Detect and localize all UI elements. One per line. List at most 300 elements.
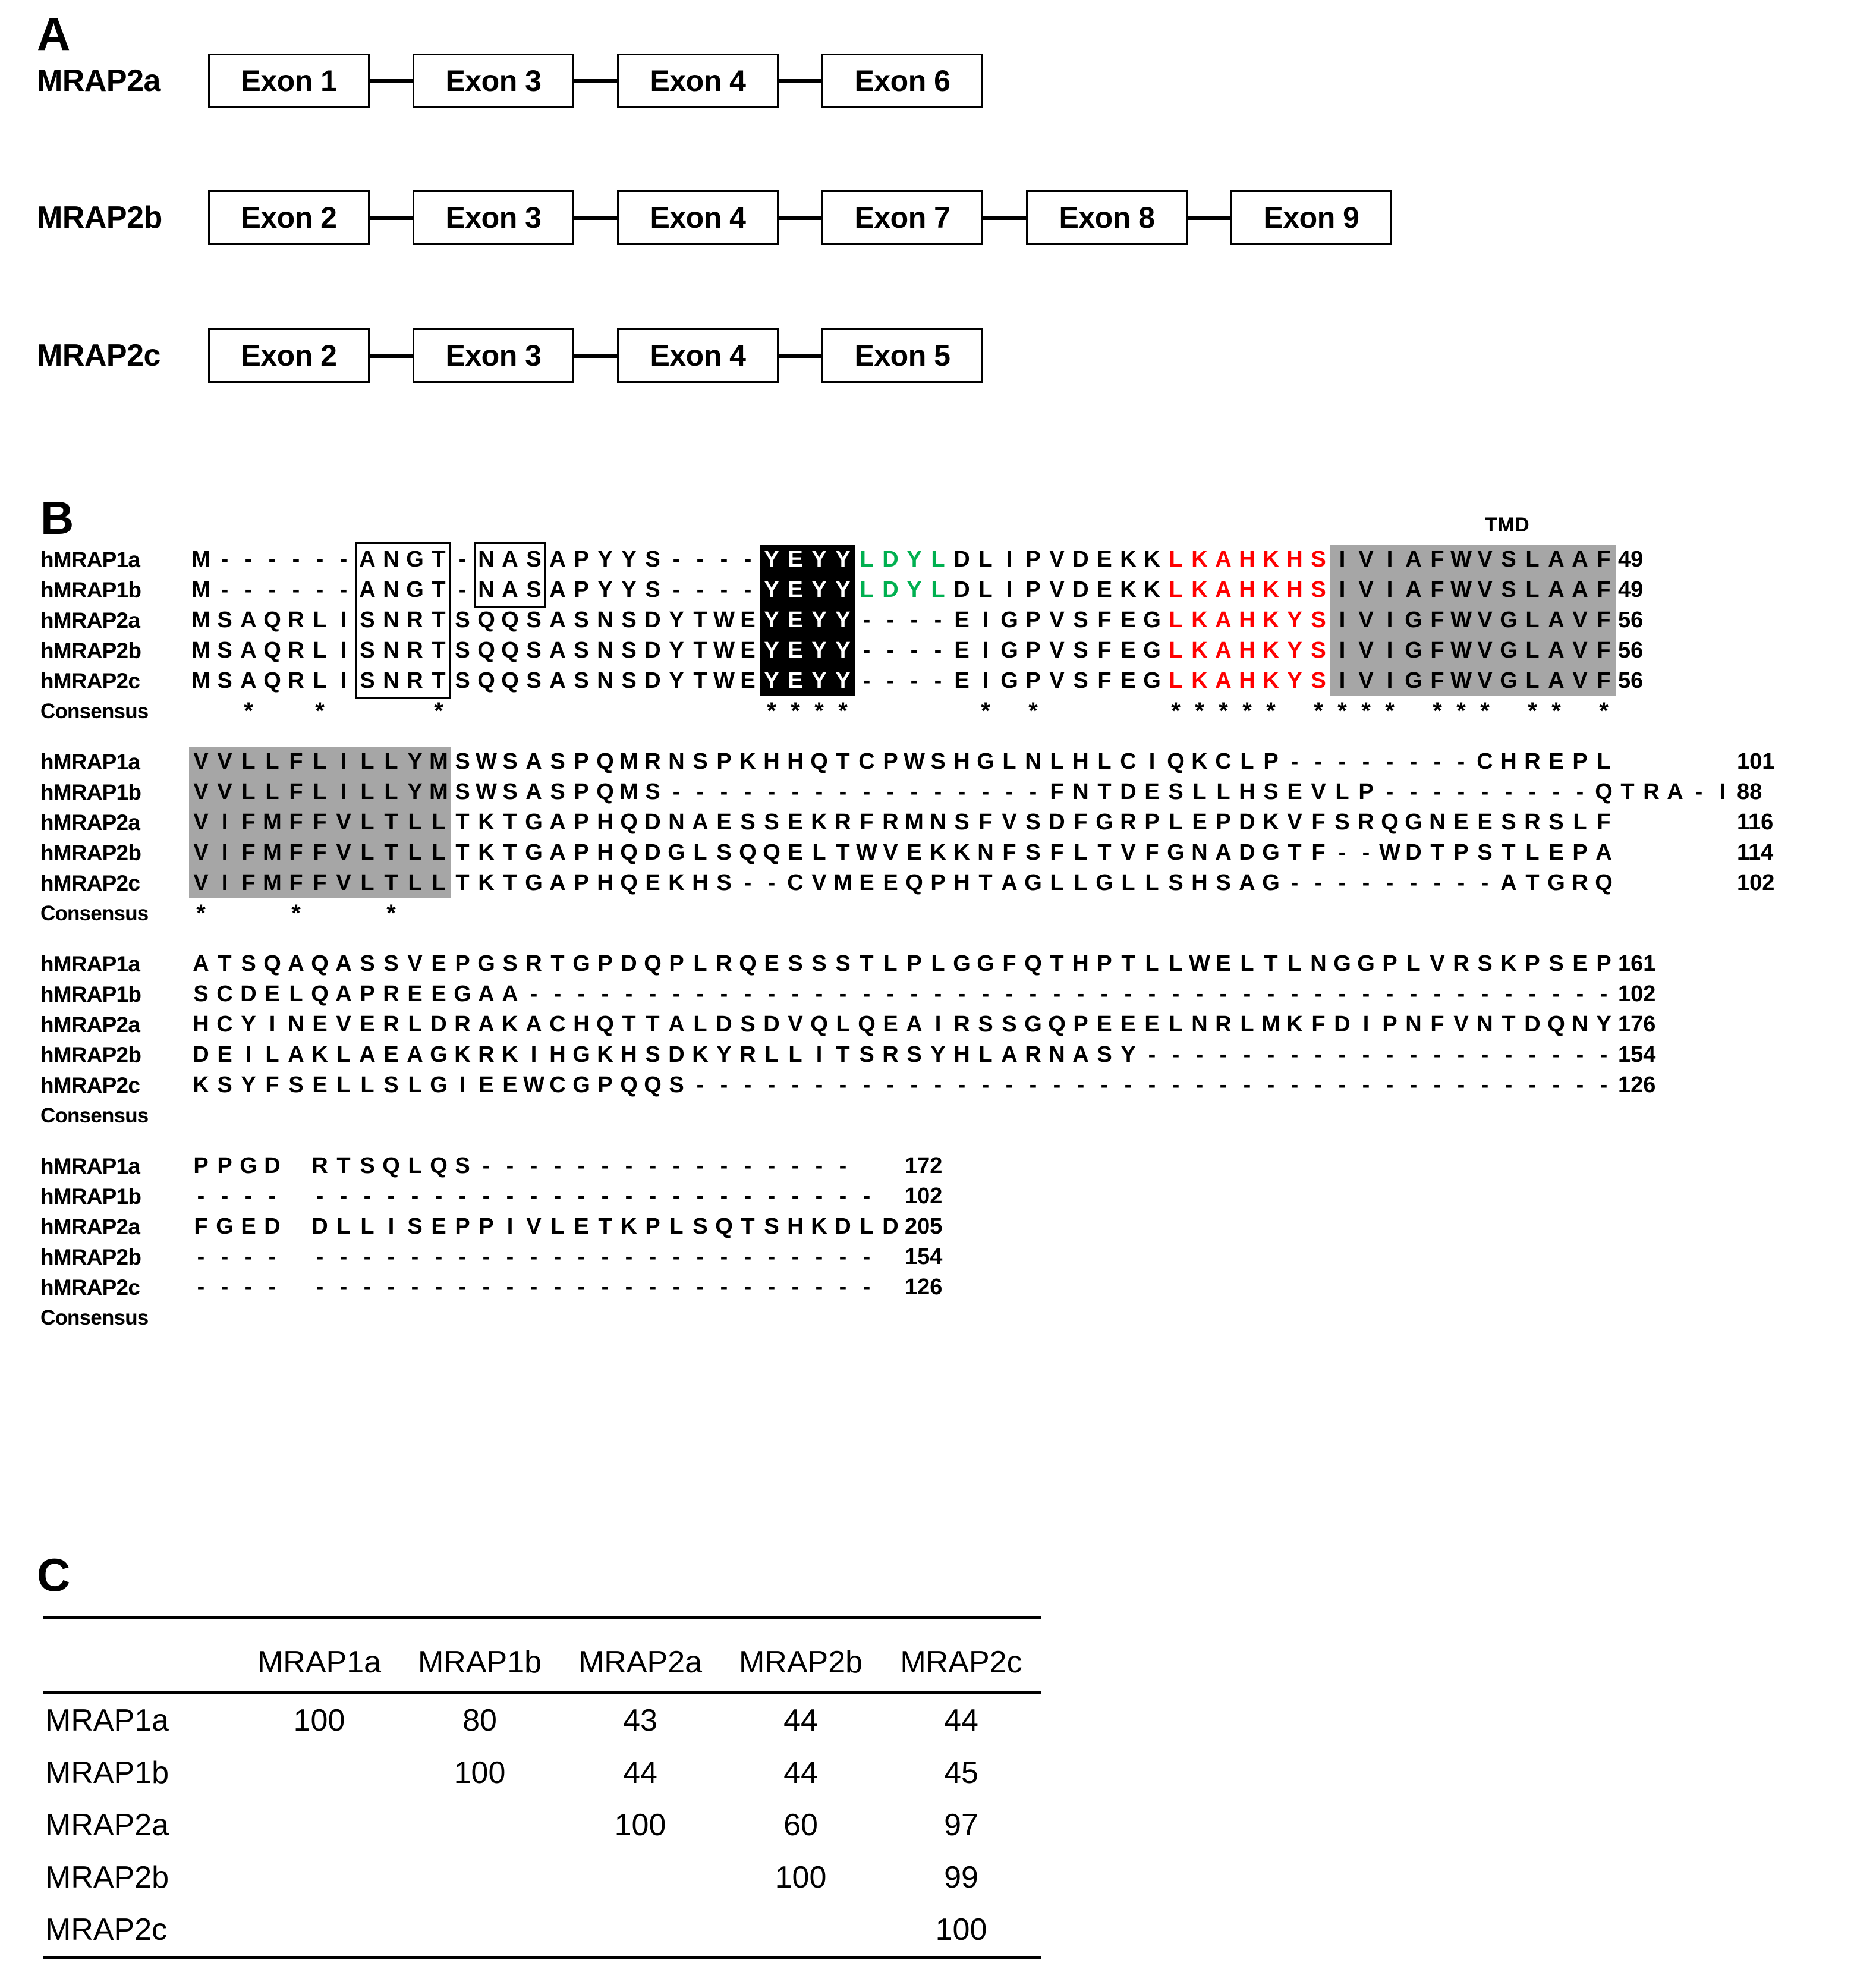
residue: Y xyxy=(1120,1042,1136,1067)
table-cell xyxy=(239,1799,399,1851)
residue: K xyxy=(193,1072,209,1097)
residue: - xyxy=(268,1244,276,1269)
residue: M xyxy=(260,807,284,838)
residue: P xyxy=(1572,840,1588,865)
residue: - xyxy=(601,1153,609,1178)
residue: - xyxy=(458,1275,467,1300)
alignment-line xyxy=(0,807,1876,838)
residue: L xyxy=(336,1072,351,1097)
residue: R xyxy=(478,1042,495,1067)
residue: L xyxy=(427,838,451,868)
residue: N xyxy=(383,608,399,633)
residue: - xyxy=(221,1184,229,1209)
alignment-row-label: hMRAP2a xyxy=(40,810,140,835)
residue: - xyxy=(1338,982,1346,1006)
residue: - xyxy=(268,1184,276,1209)
alignment-sequence xyxy=(189,545,1616,575)
residue: W xyxy=(713,608,735,633)
residue: E xyxy=(1192,810,1207,835)
residue: A xyxy=(549,810,566,835)
residue: I xyxy=(213,807,237,838)
residue: Y xyxy=(760,575,783,605)
consensus-mark xyxy=(260,1303,284,1333)
residue: P xyxy=(883,749,898,774)
exon-row-label: MRAP2c xyxy=(37,338,160,373)
residue: A xyxy=(549,638,566,663)
consensus-line xyxy=(0,1303,1876,1333)
residue: L xyxy=(1240,951,1254,976)
residue: T xyxy=(503,870,517,895)
residue: - xyxy=(387,1275,395,1300)
residue: Q xyxy=(477,668,495,693)
residue: F xyxy=(1592,575,1616,605)
residue: Y xyxy=(807,605,831,636)
residue: - xyxy=(791,1244,799,1269)
table-cell xyxy=(560,1851,720,1904)
residue: S xyxy=(526,668,542,693)
consensus-mark xyxy=(474,1303,498,1333)
consensus-mark xyxy=(1521,898,1544,929)
residue: T xyxy=(1502,840,1516,865)
residue: H xyxy=(1239,577,1255,602)
residue: A xyxy=(549,547,566,572)
residue: A xyxy=(1072,1042,1089,1067)
residue: S xyxy=(383,951,399,976)
residue: Y xyxy=(807,575,831,605)
residue: - xyxy=(339,1275,348,1300)
residue: - xyxy=(482,1184,490,1209)
residue: - xyxy=(696,1184,704,1209)
residue: F xyxy=(1050,840,1064,865)
consensus-mark xyxy=(1069,1100,1093,1131)
consensus-mark: * xyxy=(1242,698,1252,724)
residue: K xyxy=(1120,577,1137,602)
residue: A xyxy=(1215,608,1232,633)
residue: H xyxy=(763,749,780,774)
residue: G xyxy=(1497,666,1521,696)
residue: T xyxy=(455,840,470,865)
residue: - xyxy=(1386,982,1394,1006)
residue: F xyxy=(1002,951,1016,976)
consensus-mark xyxy=(546,1303,569,1333)
consensus-mark xyxy=(1116,898,1140,929)
table-column-header: MRAP2c xyxy=(881,1636,1041,1693)
residue xyxy=(1639,868,1663,898)
alignment-sequence xyxy=(189,807,1735,838)
exon-row-label: MRAP2b xyxy=(37,200,162,235)
residue: - xyxy=(1053,1072,1061,1097)
residue: F xyxy=(1592,545,1616,575)
residue: - xyxy=(744,1072,752,1097)
residue: S xyxy=(1168,870,1183,895)
table-top-rule xyxy=(43,1618,1041,1636)
residue: Q xyxy=(311,982,329,1006)
residue: - xyxy=(244,577,253,602)
alignment-line xyxy=(0,1272,1876,1303)
residue: D xyxy=(264,1153,281,1178)
consensus-mark xyxy=(427,1100,451,1131)
residue: W xyxy=(1449,605,1473,636)
residue xyxy=(1616,807,1639,838)
residue: E xyxy=(1477,810,1493,835)
residue: S xyxy=(1025,810,1041,835)
consensus-mark xyxy=(997,1100,1021,1131)
residue: K xyxy=(621,1214,637,1239)
residue: - xyxy=(363,1184,372,1209)
residue: - xyxy=(815,1184,823,1209)
residue: G xyxy=(572,951,590,976)
residue: Y xyxy=(831,575,855,605)
residue: S xyxy=(788,951,803,976)
residue: I xyxy=(245,1042,252,1067)
residue: G xyxy=(1402,666,1425,696)
residue: T xyxy=(860,951,874,976)
residue: S xyxy=(217,638,232,663)
consensus-mark xyxy=(308,1100,332,1131)
residue: - xyxy=(910,668,918,693)
residue: G xyxy=(1024,870,1042,895)
alignment-line xyxy=(0,545,1876,575)
residue: Y xyxy=(1287,638,1302,663)
consensus-mark xyxy=(1093,1100,1116,1131)
residue: - xyxy=(1195,1042,1204,1067)
residue: - xyxy=(1576,1072,1584,1097)
residue: K xyxy=(454,1042,471,1067)
consensus-mark xyxy=(1568,696,1592,726)
residue: - xyxy=(577,1184,586,1209)
residue: E xyxy=(1097,547,1112,572)
consensus-mark xyxy=(522,696,546,726)
residue: N xyxy=(597,668,613,693)
residue: - xyxy=(1267,982,1275,1006)
consensus-mark xyxy=(546,696,569,726)
residue: - xyxy=(482,1153,490,1178)
residue: K xyxy=(1191,577,1208,602)
residue: A xyxy=(359,547,376,572)
residue: P xyxy=(906,951,922,976)
consensus-mark xyxy=(1164,898,1188,929)
residue: N xyxy=(1429,810,1446,835)
residue: - xyxy=(1172,1042,1180,1067)
residue: A xyxy=(1001,870,1018,895)
residue: - xyxy=(244,1275,253,1300)
consensus-mark xyxy=(1116,1100,1140,1131)
residue: - xyxy=(720,1275,728,1300)
residue: - xyxy=(1481,1072,1489,1097)
residue-count: 56 xyxy=(1618,638,1644,663)
residue: F xyxy=(860,810,874,835)
consensus-mark xyxy=(665,696,688,726)
residue: V xyxy=(1049,668,1065,693)
consensus-mark xyxy=(1425,1100,1449,1131)
residue: - xyxy=(625,1153,633,1178)
residue-count: 56 xyxy=(1618,608,1644,633)
residue: - xyxy=(316,1275,324,1300)
residue: G xyxy=(1096,810,1113,835)
residue: - xyxy=(649,1275,657,1300)
residue: A xyxy=(1402,575,1425,605)
residue: V xyxy=(332,838,355,868)
top-rule-cell xyxy=(43,1618,1041,1636)
residue: - xyxy=(1576,779,1584,804)
residue: P xyxy=(479,1214,494,1239)
consensus-mark xyxy=(1283,696,1307,726)
consensus-mark xyxy=(712,1303,736,1333)
consensus-mark xyxy=(1045,1100,1069,1131)
residue: Y xyxy=(760,605,783,636)
exon-connector xyxy=(370,216,413,220)
residue: Q xyxy=(763,840,780,865)
residue: F xyxy=(284,777,308,807)
residue: V xyxy=(1473,636,1497,666)
residue: N xyxy=(668,810,685,835)
residue: - xyxy=(767,1275,776,1300)
residue xyxy=(879,1272,902,1303)
residue: V xyxy=(1568,666,1592,696)
residue xyxy=(1711,868,1735,898)
residue: P xyxy=(193,1153,209,1178)
consensus-mark xyxy=(902,696,926,726)
residue: S xyxy=(455,668,470,693)
consensus-mark xyxy=(522,898,546,929)
residue: - xyxy=(672,982,681,1006)
residue: K xyxy=(478,810,495,835)
table-row xyxy=(43,1904,1041,1958)
exon-connector xyxy=(574,79,617,83)
residue: - xyxy=(458,577,467,602)
residue: - xyxy=(1576,982,1584,1006)
residue: A xyxy=(1215,840,1232,865)
residue: V xyxy=(1049,638,1065,663)
residue: D xyxy=(1072,577,1089,602)
residue: H xyxy=(787,1214,804,1239)
residue: S xyxy=(1002,1012,1017,1037)
alignment-row-label: hMRAP2a xyxy=(40,1012,140,1037)
residue: - xyxy=(910,608,918,633)
residue: W xyxy=(713,638,735,663)
residue: - xyxy=(1219,1042,1227,1067)
residue: L xyxy=(1169,668,1183,693)
residue: E xyxy=(954,668,970,693)
residue: F xyxy=(1425,605,1449,636)
residue: S xyxy=(621,668,637,693)
residue: Y xyxy=(831,605,855,636)
residue: A xyxy=(692,810,709,835)
consensus-mark xyxy=(308,898,332,929)
residue: - xyxy=(221,577,229,602)
consensus-mark xyxy=(451,696,474,726)
residue: E xyxy=(502,1072,518,1097)
residue: M xyxy=(191,668,210,693)
residue: - xyxy=(1290,1042,1299,1067)
residue: Q xyxy=(596,1012,614,1037)
residue: D xyxy=(882,1214,899,1239)
residue: S xyxy=(455,779,470,804)
residue: D xyxy=(882,547,899,572)
table-row-header: MRAP1a xyxy=(45,1703,169,1738)
residue: F xyxy=(237,807,260,838)
panel-c-letter: C xyxy=(37,1549,71,1601)
residue: Q xyxy=(430,1153,448,1178)
consensus-mark: * xyxy=(1456,698,1466,724)
residue: Q xyxy=(263,608,281,633)
residue: D xyxy=(1072,547,1089,572)
residue: M xyxy=(191,577,210,602)
residue: T xyxy=(1050,951,1064,976)
consensus-mark xyxy=(688,696,712,726)
residue: E xyxy=(1097,1012,1112,1037)
residue: A xyxy=(1215,547,1232,572)
consensus-mark xyxy=(736,696,760,726)
exon-box: Exon 7 xyxy=(821,190,983,245)
residue: W xyxy=(1449,636,1473,666)
residue: F xyxy=(308,868,332,898)
consensus-mark xyxy=(237,898,260,929)
residue: M xyxy=(1261,1012,1280,1037)
residue: F xyxy=(1097,668,1112,693)
consensus-mark xyxy=(855,1303,879,1333)
residue: A xyxy=(549,608,566,633)
consensus-mark xyxy=(498,696,522,726)
residue: - xyxy=(1124,982,1132,1006)
consensus-mark xyxy=(665,1303,688,1333)
residue: L xyxy=(403,807,427,838)
exon-row-mrap2a xyxy=(0,52,983,109)
residue: I xyxy=(1719,779,1726,804)
residue: - xyxy=(767,1244,776,1269)
consensus-mark xyxy=(1378,898,1402,929)
residue: - xyxy=(625,982,633,1006)
residue: - xyxy=(839,1072,847,1097)
residue: - xyxy=(720,779,728,804)
residue: H xyxy=(1286,577,1303,602)
residue: - xyxy=(1290,982,1299,1006)
consensus-mark xyxy=(237,1303,260,1333)
residue: E xyxy=(1120,608,1136,633)
residue: L xyxy=(379,777,403,807)
residue: W xyxy=(1189,951,1210,976)
residue: T xyxy=(836,1042,850,1067)
residue: S xyxy=(574,668,589,693)
residue: S xyxy=(193,982,209,1006)
residue: Q xyxy=(501,638,519,663)
residue: G xyxy=(216,1214,234,1239)
residue: L xyxy=(308,777,332,807)
residue: T xyxy=(455,810,470,835)
exon-box: Exon 3 xyxy=(413,190,574,245)
exon-box: Exon 2 xyxy=(208,190,370,245)
alignment-sequence xyxy=(189,747,1735,777)
residue: S xyxy=(1548,951,1564,976)
residue: - xyxy=(839,1275,847,1300)
consensus-marks xyxy=(189,1303,902,1333)
residue: S xyxy=(1025,840,1041,865)
alignment-line xyxy=(0,1212,1876,1242)
residue: - xyxy=(1195,1072,1204,1097)
residue: R xyxy=(882,810,899,835)
residue: - xyxy=(910,779,918,804)
consensus-mark xyxy=(355,1100,379,1131)
residue: E xyxy=(312,1072,328,1097)
residue: - xyxy=(292,577,300,602)
residue xyxy=(284,1151,308,1181)
residue: E xyxy=(1548,840,1564,865)
residue: T xyxy=(432,608,446,633)
consensus-mark xyxy=(617,696,641,726)
residue: A xyxy=(1544,636,1568,666)
residue: G xyxy=(1000,668,1018,693)
residue: S xyxy=(502,951,518,976)
residue: L xyxy=(403,838,427,868)
alignment-sequence xyxy=(189,1272,902,1303)
residue: - xyxy=(839,1184,847,1209)
residue: P xyxy=(1525,951,1540,976)
residue: Q xyxy=(1381,810,1399,835)
alignment-sequence xyxy=(189,777,1735,807)
residue: - xyxy=(1457,749,1465,774)
residue: R xyxy=(1120,810,1137,835)
residue: - xyxy=(767,1184,776,1209)
residue: D xyxy=(1120,779,1137,804)
residue: A xyxy=(1215,638,1232,663)
residue: - xyxy=(1219,982,1227,1006)
consensus-mark xyxy=(1140,1100,1164,1131)
residue: E xyxy=(954,638,970,663)
residue: - xyxy=(221,1244,229,1269)
residue: S xyxy=(835,951,851,976)
residue: S xyxy=(1097,1042,1112,1067)
residue: I xyxy=(934,1012,942,1037)
consensus-mark xyxy=(498,1303,522,1333)
alignment-sequence xyxy=(189,949,1616,979)
residue: L xyxy=(669,1214,684,1239)
residue: - xyxy=(720,1072,728,1097)
residue: V xyxy=(1354,636,1378,666)
residue: S xyxy=(1334,810,1350,835)
residue: - xyxy=(1528,982,1537,1006)
residue: - xyxy=(1433,1042,1441,1067)
residue-count: 49 xyxy=(1618,547,1644,572)
residue-count: 116 xyxy=(1737,810,1774,835)
table-column-header: MRAP2a xyxy=(560,1636,720,1693)
residue: F xyxy=(1074,810,1088,835)
residue: A xyxy=(549,577,566,602)
residue xyxy=(1687,747,1711,777)
residue: - xyxy=(601,982,609,1006)
residue: - xyxy=(672,1184,681,1209)
consensus-mark xyxy=(308,1303,332,1333)
residue: - xyxy=(1314,749,1323,774)
residue: L xyxy=(336,1042,351,1067)
consensus-mark xyxy=(950,898,974,929)
residue: I xyxy=(332,747,355,777)
residue: N xyxy=(1025,749,1041,774)
residue: - xyxy=(958,779,966,804)
residue: - xyxy=(1314,1072,1323,1097)
consensus-mark xyxy=(284,1303,308,1333)
consensus-mark xyxy=(783,898,807,929)
residue: D xyxy=(882,577,899,602)
residue: E xyxy=(883,1012,898,1037)
residue: S xyxy=(693,749,708,774)
residue: - xyxy=(696,547,704,572)
consensus-mark xyxy=(831,1303,855,1333)
residue: Y xyxy=(1287,668,1302,693)
residue: N xyxy=(597,608,613,633)
residue: Y xyxy=(831,666,855,696)
residue: Q xyxy=(263,668,281,693)
consensus-mark xyxy=(1378,1100,1402,1131)
